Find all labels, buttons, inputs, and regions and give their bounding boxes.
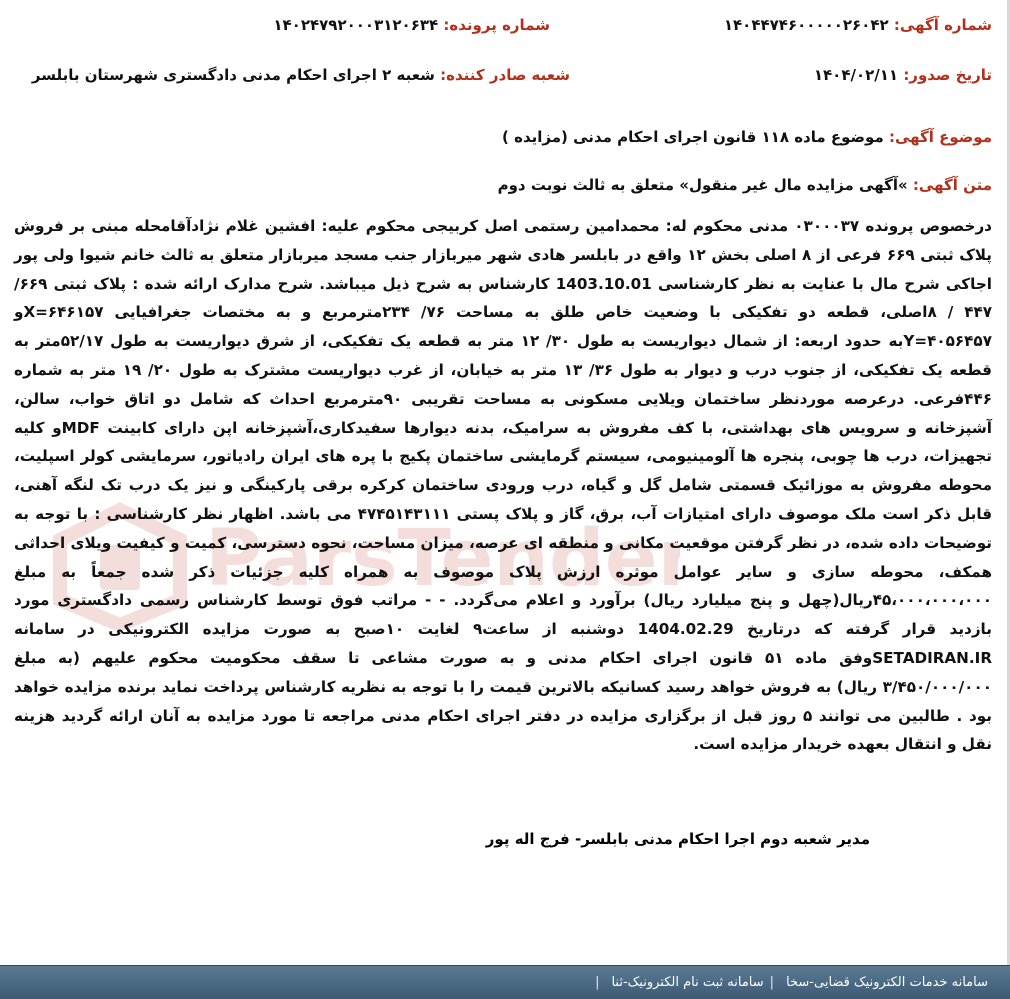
issue-date-label: تاریخ صدور: [903, 66, 992, 84]
issuer-value: شعبه ۲ اجرای احکام مدنی دادگستری شهرستان بابلسر [31, 66, 435, 84]
notice-subject [502, 128, 992, 146]
case-number-label: شماره پرونده: [443, 16, 550, 34]
issuing-branch [32, 66, 570, 84]
footer-link-sana[interactable]: سامانه ثبت نام الکترونیک-ثنا [611, 975, 764, 990]
watermark-text: ParsTender [205, 514, 680, 604]
notice-text-heading [498, 176, 992, 194]
footer-bar [0, 965, 1010, 999]
subject-value: موضوع ماده ۱۱۸ قانون اجرای احکام مدنی (مزایده ) [502, 128, 884, 146]
issue-date [814, 66, 992, 84]
signature: مدیر شعبه دوم اجرا احکام مدنی بابلسر- فرج اله پور [485, 830, 870, 848]
case-number [273, 16, 550, 34]
text-label: متن آگهی: [912, 176, 992, 194]
notice-body: درخصوص پرونده ۰۳۰۰۰۳۷ مدنی محکوم له: محمدامین رستمی اصل کربیجی محکوم علیه: افشین غلام نژادآقامحله مبنی بر فروش پلاک ثبتی ۶۶۹ فرعی از ۸ اصلی بخش ۱۲ واقع در بابلسر هادی شهر میربازار جنب مسجد میربازار متعلق به ثالث خانم شیوا ولی پور اجاکی شرح مال با عنایت به نظر کارشناسی 1403.10.01 کارشناس به شرح ذیل میباشد. شرح مدارک ارائه شده : پلاک ثبتی ۶۶۹/ ۴۴۷ / ۸اصلی، قطعه دو تفکیکی با وضعیت خاص طلق به مساحت ۷۶/ ۲۳۴مترمربع و به مختصات جغرافیایی X=۶۴۶۱۵۷و Y=۴۰۵۶۴۵۷به حدود اربعه: از شمال دیواریست به طول ۳۰/ ۱۲ متر به قطعه یک تفکیکی، از شرق دیواریست به طول ۵۲/۱۷متر به قطعه یک تفکیکی، از جنوب درب و دیوار به طول ۳۶/ ۱۳ متر به خیابان، از غرب دیواریست مشترک به طول ۲۰/ ۱۹ متر به شماره ۴۴۶فرعی. درعرصه موردنظر ساختمان ویلایی مسکونی به مساحت تقریبی ۹۰مترمربع احداث که شامل دو اتاق خواب، سالن، آشپزخانه و سرویس های بهداشتی، با کف مفروش به سرامیک، بدنه دیوارها سفیدکاری،آشپزخانه اپن دارای کابینت MDFو کلیه تجهیزات، درب ها چوبی، پنجره ها آلومینیومی، سیستم گرمایشی ساختمان پکیج با پره های ایران رادیاتور، سرمایشی کولر اسپلیت، محوطه مفروش به موزائیک قسمتی شامل گل و گیاه، درب ورودی ساختمان کرکره برقی پارکینگی و نیز یک درب تک لنگه آهنی، قابل ذکر است ملک موصوف دارای امتیازات آب، برق، گاز و پلاک پستی ۴۷۴۵۱۴۳۱۱۱ می باشد. اظهار نظر کارشناسی : با توجه به توضیحات داده شده، در نظر گرفتن موقعیت مکانی و منطقه ای عرصه، میزان مساحت، نحوه دسترسی، کمیت و کیفیت ویلای احداثی همکف، محوطه سازی و سایر عوامل موثره ارزش پلاک موصوف به همراه کلیه جزئیات ذکر شده جمعاً به مبلغ ۴۵،۰۰۰،۰۰۰،۰۰۰ریال(چهل و پنج میلیارد ریال) برآورد و اعلام می‌گردد. - - مراتب فوق توسط کارشناس رسمی دادگستری مورد بازدید قرار گرفته که درتاریخ 1404.02.29 دوشنبه از ساعت۹ لغایت ۱۰صبح به صورت مزایده الکترونیکی در سامانه SETADIRAN.IRوفق ماده ۵۱ قانون اجرای احکام مدنی و به صورت مشاعی تا سقف محکومیت محکوم علیهم (به مبلغ ۳/۴۵۰/۰۰۰/۰۰۰ ریال) به فروش خواهد رسید کسانیکه بالاترین قیمت را با توجه به نظریه کارشناس پرداخت نماید برنده مزایده خواهد بود . طالبین می توانند ۵ روز قبل از برگزاری مزایده در دفتر اجرای احکام مدنی مراجعه تا مورد مزایده به آنان ارائه گردید هزینه نقل و انتقال بعهده خریدار مزایده است. [14, 217, 993, 754]
subject-label: موضوع آگهی: [888, 128, 992, 146]
notice-number [724, 16, 992, 34]
issue-date-value: ۱۴۰۴/۰۲/۱۱ [813, 66, 899, 84]
footer-separator: | [769, 975, 775, 990]
notice-number-label: شماره آگهی: [893, 16, 992, 34]
footer-separator-end: | [595, 975, 600, 990]
footer-link-sakha[interactable]: سامانه خدمات الکترونیک قضایی-سخا [786, 975, 988, 990]
issuer-label: شعبه صادر کننده: [440, 66, 570, 84]
text-title: »آگهی مزایده مال غیر منقول» متعلق به ثالث نوبت دوم [497, 176, 908, 194]
case-number-value: ۱۴۰۲۴۷۹۲۰۰۰۳۱۲۰۶۳۴ [273, 16, 439, 34]
notice-number-value: ۱۴۰۴۴۷۴۶۰۰۰۰۰۲۶۰۴۲ [723, 16, 889, 34]
